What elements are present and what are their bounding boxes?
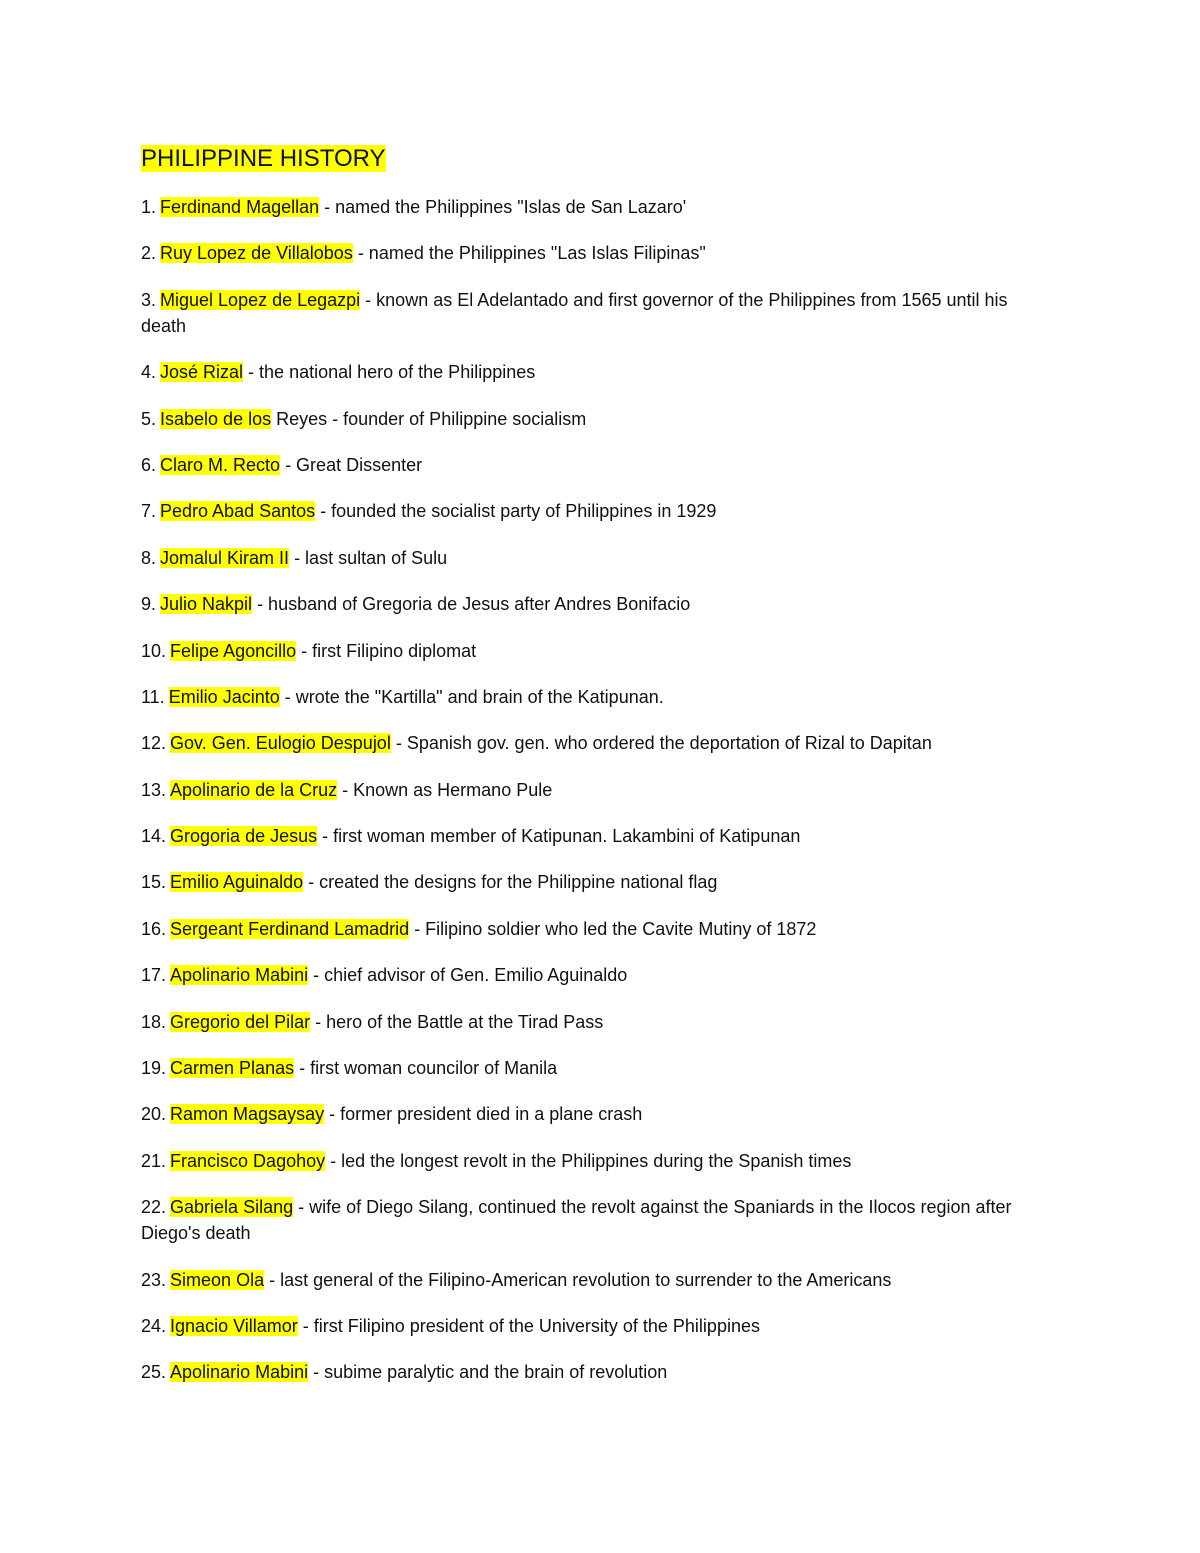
item-description: - Spanish gov. gen. who ordered the deportation of Rizal to Dapitan (390, 733, 932, 754)
item-name: Ruy Lopez de Villalobos (160, 243, 353, 264)
item-description: - first woman councilor of Manila (294, 1058, 558, 1079)
list-item (141, 1313, 1051, 1339)
list-item (141, 1194, 1051, 1246)
item-number: 25. (141, 1362, 167, 1383)
list-item (141, 287, 1051, 339)
item-number: 14. (141, 826, 167, 847)
list-item (141, 730, 1051, 756)
list-item (141, 452, 1051, 478)
item-name: Jomalul Kiram II (160, 547, 290, 568)
list-item (141, 916, 1051, 942)
item-description: - first woman member of Katipunan. Lakambini of Katipunan (317, 826, 801, 847)
item-number: 12. (141, 733, 167, 754)
item-description: - first Filipino president of the University of the Philippines (297, 1315, 760, 1336)
item-name-continued: Reyes (271, 408, 328, 429)
item-description: - wife of Diego Silang, continued the revolt against the Spaniards in the Ilocos region after Diego's death (141, 1197, 1012, 1244)
item-name: Apolinario de la Cruz (170, 779, 338, 800)
item-name: Ignacio Villamor (170, 1315, 298, 1336)
list-item (141, 1101, 1051, 1127)
list-item (141, 1055, 1051, 1081)
item-name: Claro M. Recto (160, 454, 281, 475)
item-description: - wrote the "Kartilla" and brain of the Katipunan. (279, 686, 664, 707)
list-item (141, 823, 1051, 849)
item-name: Emilio Jacinto (168, 686, 280, 707)
item-number: 19. (141, 1058, 167, 1079)
item-name: Isabelo de los (160, 408, 272, 429)
item-number: 7. (141, 501, 157, 522)
item-number: 4. (141, 362, 157, 383)
item-name: José Rizal (160, 362, 244, 383)
item-number: 6. (141, 454, 157, 475)
item-name: Felipe Agoncillo (170, 640, 297, 661)
list-item (141, 1359, 1051, 1385)
item-name: Gov. Gen. Eulogio Despujol (170, 733, 391, 754)
item-number: 18. (141, 1011, 167, 1032)
list-item (141, 1267, 1051, 1293)
item-number: 22. (141, 1197, 167, 1218)
list-item (141, 1009, 1051, 1035)
list-item (141, 591, 1051, 617)
list-item (141, 359, 1051, 385)
item-number: 15. (141, 872, 167, 893)
item-name: Carmen Planas (170, 1058, 295, 1079)
item-number: 1. (141, 197, 157, 217)
item-description: - last general of the Filipino-American revolution to surrender to the Americans (264, 1269, 892, 1290)
item-number: 9. (141, 594, 157, 615)
item-description: - founder of Philippine socialism (327, 408, 587, 429)
item-name: Emilio Aguinaldo (170, 872, 304, 893)
item-description: - led the longest revolt in the Philippines during the Spanish times (325, 1150, 852, 1171)
item-description: - husband of Gregoria de Jesus after Andres Bonifacio (252, 594, 691, 615)
item-name: Francisco Dagohoy (170, 1150, 326, 1171)
item-description: - known as El Adelantado and first governor of the Philippines from 1565 until his death (141, 289, 1008, 336)
item-name: Ramon Magsaysay (170, 1104, 325, 1125)
item-description: - founded the socialist party of Philippines in 1929 (315, 501, 717, 522)
page-title (141, 143, 386, 175)
item-number: 2. (141, 243, 157, 264)
item-name: Apolinario Mabini (170, 965, 309, 986)
item-description: - the national hero of the Philippines (243, 362, 536, 383)
item-number: 16. (141, 918, 167, 939)
item-description: - created the designs for the Philippine national flag (303, 872, 718, 893)
item-description: - hero of the Battle at the Tirad Pass (310, 1011, 604, 1032)
list-item (141, 240, 1051, 266)
item-number: 21. (141, 1150, 167, 1171)
item-description: - last sultan of Sulu (289, 547, 448, 568)
item-description: - former president died in a plane crash (324, 1104, 643, 1125)
item-description: - chief advisor of Gen. Emilio Aguinaldo (308, 965, 628, 986)
item-name: Gregorio del Pilar (170, 1011, 311, 1032)
item-description: - Great Dissenter (280, 454, 423, 475)
item-name: Apolinario Mabini (170, 1362, 309, 1383)
item-description: - Known as Hermano Pule (337, 779, 553, 800)
item-name: Grogoria de Jesus (170, 826, 318, 847)
item-number: 11. (141, 686, 165, 707)
item-number: 17. (141, 965, 167, 986)
list-item (141, 498, 1051, 524)
history-list (141, 194, 1051, 1406)
list-item (141, 1148, 1051, 1174)
item-description: - named the Philippines "Las Islas Filipinas" (352, 243, 706, 264)
item-number: 24. (141, 1315, 167, 1336)
list-item (141, 194, 1051, 220)
item-number: 5. (141, 408, 157, 429)
item-name: Simeon Ola (170, 1269, 265, 1290)
item-description: - named the Philippines "Islas de San Lazaro' (319, 197, 687, 217)
item-name: Ferdinand Magellan (160, 197, 320, 217)
item-number: 3. (141, 289, 157, 310)
list-item (141, 406, 1051, 432)
item-name: Miguel Lopez de Legazpi (160, 289, 361, 310)
item-number: 8. (141, 547, 157, 568)
item-name: Pedro Abad Santos (160, 501, 316, 522)
list-item (141, 684, 1051, 710)
list-item (141, 545, 1051, 571)
list-item (141, 869, 1051, 895)
list-item (141, 638, 1051, 664)
page-title-text: PHILIPPINE HISTORY (141, 145, 386, 172)
item-number: 10. (141, 640, 167, 661)
item-number: 23. (141, 1269, 167, 1290)
list-item (141, 962, 1051, 988)
item-number: 13. (141, 779, 167, 800)
item-name: Sergeant Ferdinand Lamadrid (170, 918, 410, 939)
item-name: Gabriela Silang (170, 1197, 294, 1218)
item-description: - subime paralytic and the brain of revolution (308, 1362, 668, 1383)
item-name: Julio Nakpil (160, 594, 253, 615)
item-description: - first Filipino diplomat (296, 640, 477, 661)
list-item (141, 777, 1051, 803)
item-description: - Filipino soldier who led the Cavite Mutiny of 1872 (409, 918, 817, 939)
item-number: 20. (141, 1104, 167, 1125)
